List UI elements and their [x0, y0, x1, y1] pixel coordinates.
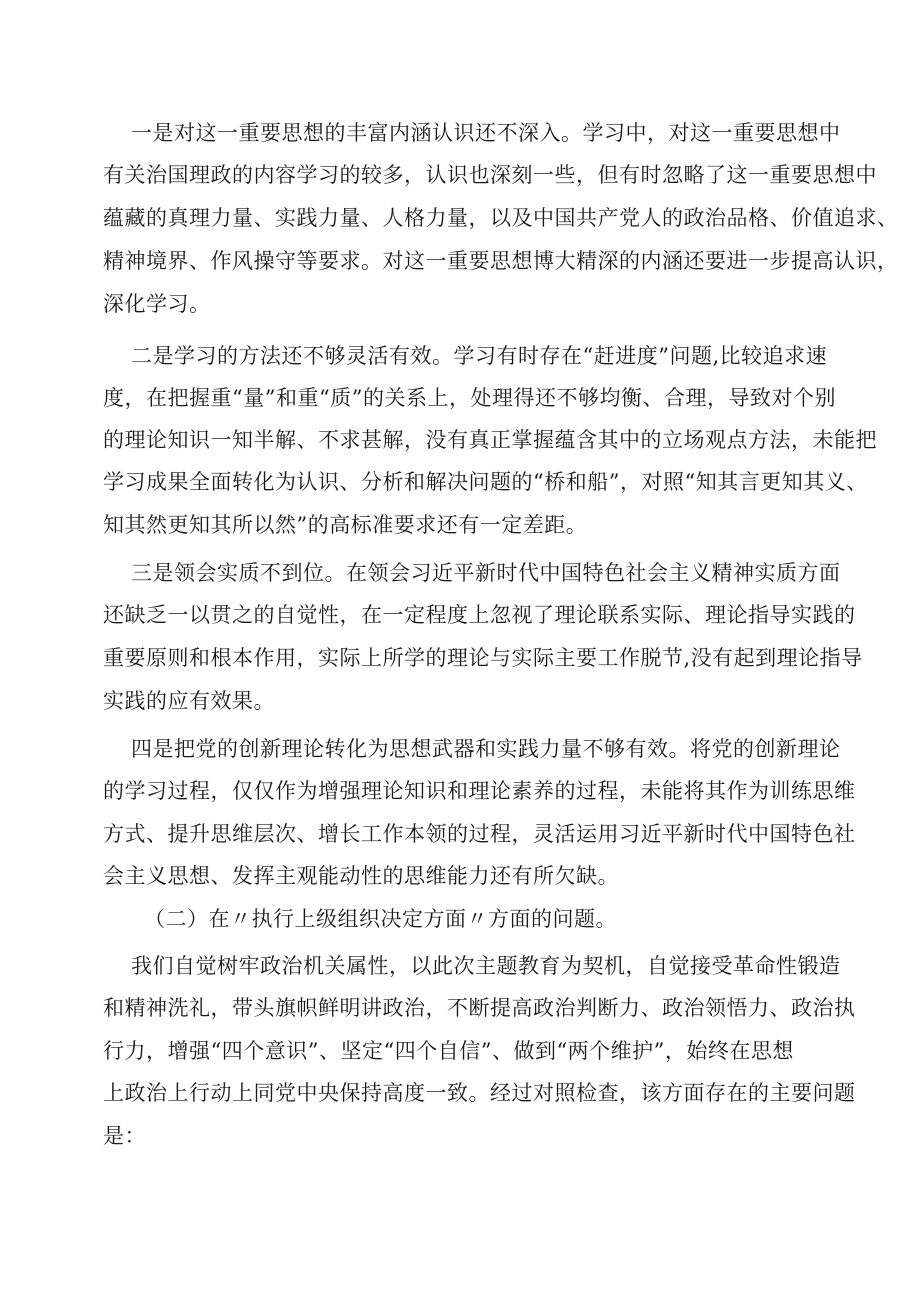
paragraph-line: 上政治上行动上同党中央保持高度一致。经过对照检查，该方面存在的主要问题	[103, 1081, 856, 1105]
paragraph-line: 和精神洗礼，带头旗帜鲜明讲政治，不断提高政治判断力、政治领悟力、政治执	[103, 996, 856, 1020]
paragraph-line: 精神境界、作风操守等要求。对这一重要思想博大精深的内涵还要进一步提高认识，	[103, 249, 899, 273]
paragraph-line: 深化学习。	[103, 292, 211, 316]
paragraph-line: 蕴藏的真理力量、实践力量、人格力量，以及中国共产党人的政治品格、价值追求、	[103, 206, 899, 230]
paragraph-line: 行力，增强“四个意识”、坚定“四个自信”、做到“两个维护”，始终在思想	[103, 1039, 794, 1063]
paragraph-line: 一是对这一重要思想的丰富内涵认识还不深入。学习中，对这一重要思想中	[131, 121, 841, 145]
paragraph-line: 是：	[103, 1124, 146, 1148]
section-heading-text: （二）在〃执行上级组织决定方面〃方面的问题。	[144, 907, 617, 931]
paragraph-line: 知其然更知其所以然”的高标准要求还有一定差距。	[103, 513, 588, 537]
paragraph-line: 有关治国理政的内容学习的较多，认识也深刻一些，但有时忽略了这一重要思想中	[103, 163, 877, 187]
paragraph-line: 会主义思想、发挥主观能动性的思维能力还有所欠缺。	[103, 864, 619, 888]
paragraph-line: 四是把党的创新理论转化为思想武器和实践力量不够有效。将党的创新理论	[131, 737, 841, 761]
paragraph-line: 的学习过程，仅仅作为增强理论知识和理论素养的过程，未能将其作为训练思维	[103, 779, 856, 803]
paragraph-line: 度，在把握重“量”和重“质”的关系上，处理得还不够均衡、合理，导致对个别	[103, 386, 836, 410]
paragraph-line: 三是领会实质不到位。在领会习近平新时代中国特色社会主义精神实质方面	[131, 561, 841, 585]
paragraph-line: 实践的应有效果。	[103, 689, 275, 713]
paragraph-line: 二是学习的方法还不够灵活有效。学习有时存在“赶进度”问题,比较追求速	[131, 344, 828, 368]
paragraph-line: 学习成果全面转化为认识、分析和解决问题的“桥和船”，对照“知其言更知其义、	[103, 470, 868, 494]
paragraph-line: 的理论知识一知半解、不求甚解，没有真正掌握蕴含其中的立场观点方法，未能把	[103, 428, 877, 452]
paragraph-line: 方式、提升思维层次、增长工作本领的过程，灵活运用习近平新时代中国特色社	[103, 822, 856, 846]
paragraph-line: 重要原则和根本作用，实际上所学的理论与实际主要工作脱节,没有起到理论指导	[103, 646, 863, 670]
paragraph-line: 还缺乏一以贯之的自觉性，在一定程度上忽视了理论联系实际、理论指导实践的	[103, 603, 856, 627]
paragraph-line: 我们自觉树牢政治机关属性，以此次主题教育为契机，自觉接受革命性锻造	[131, 954, 841, 978]
